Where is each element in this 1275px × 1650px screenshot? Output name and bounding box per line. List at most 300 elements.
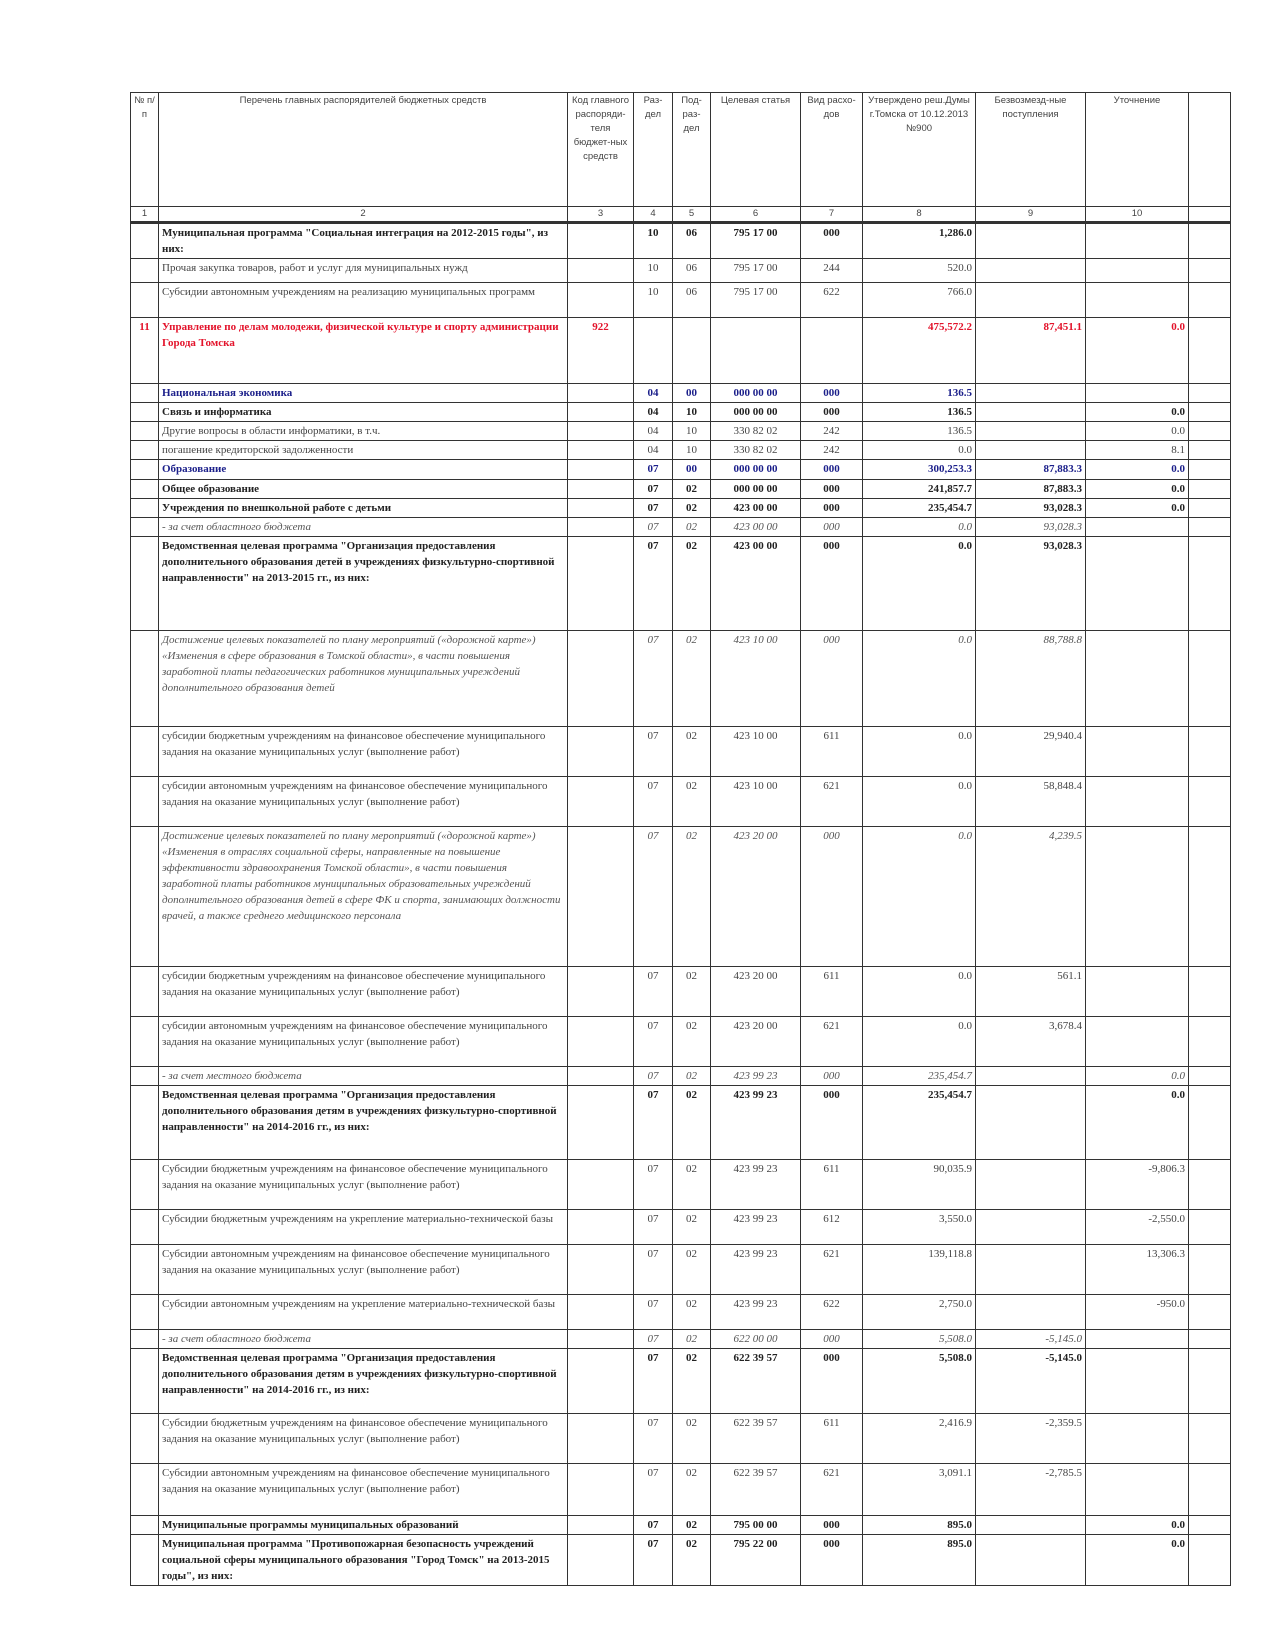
table-cell: 423 99 23 [711, 1210, 801, 1245]
table-cell: 000 [801, 518, 863, 537]
table-cell: 423 00 00 [711, 499, 801, 518]
table-cell [976, 384, 1086, 403]
row-name-cell: Учреждения по внешкольной работе с детьми [159, 499, 568, 518]
table-cell: 02 [673, 631, 711, 727]
table-cell: 0.0 [863, 827, 976, 967]
column-number: 9 [976, 207, 1086, 223]
row-name-cell: погашение кредиторской задолженности [159, 441, 568, 460]
table-cell: 000 [801, 1535, 863, 1586]
table-cell [1086, 1017, 1189, 1067]
table-cell [1086, 1330, 1189, 1349]
table-cell [568, 1535, 634, 1586]
table-cell [568, 1017, 634, 1067]
table-cell: 87,883.3 [976, 460, 1086, 480]
table-row [131, 259, 1231, 283]
table-cell: 241,857.7 [863, 480, 976, 499]
table-cell: 766.0 [863, 283, 976, 318]
table-cell [568, 283, 634, 318]
table-cell [1189, 1245, 1231, 1295]
table-cell [131, 1067, 159, 1086]
table-cell: 07 [634, 827, 673, 967]
table-cell [1189, 827, 1231, 967]
table-cell: 136.5 [863, 384, 976, 403]
row-name-cell: субсидии автономным учреждениям на финансовое обеспечение муниципального задания на оказание муниципальных услуг (выполнение работ) [159, 777, 568, 827]
table-cell [568, 1067, 634, 1086]
table-cell [1189, 460, 1231, 480]
table-row [131, 384, 1231, 403]
table-cell: 07 [634, 1245, 673, 1295]
table-cell: 07 [634, 460, 673, 480]
table-cell [131, 631, 159, 727]
table-cell [568, 1464, 634, 1516]
table-cell [131, 1210, 159, 1245]
column-number: 5 [673, 207, 711, 223]
table-cell [1189, 1464, 1231, 1516]
table-cell: 06 [673, 259, 711, 283]
table-cell: 06 [673, 283, 711, 318]
table-row [131, 480, 1231, 499]
table-cell [568, 518, 634, 537]
table-cell [1189, 1349, 1231, 1414]
table-cell: 02 [673, 537, 711, 631]
table-cell: 795 17 00 [711, 259, 801, 283]
table-cell: 0.0 [863, 967, 976, 1017]
table-cell: 13,306.3 [1086, 1245, 1189, 1295]
row-name-cell: Субсидии автономным учреждениям на финансовое обеспечение муниципального задания на оказание муниципальных услуг (выполнение работ) [159, 1245, 568, 1295]
table-cell: 0.0 [1086, 422, 1189, 441]
table-cell: 000 [801, 480, 863, 499]
table-cell: 10 [673, 441, 711, 460]
table-cell [568, 1330, 634, 1349]
table-cell: 07 [634, 518, 673, 537]
table-cell: 07 [634, 1160, 673, 1210]
table-cell [568, 1086, 634, 1160]
row-name-cell: Другие вопросы в области информатики, в т.ч. [159, 422, 568, 441]
table-cell: 88,788.8 [976, 631, 1086, 727]
table-cell: 1,286.0 [863, 223, 976, 259]
row-name-cell: Ведомственная целевая программа "Организация предоставления дополнительного образования детям в учреждениях физкультурно-спортивной направленности" на 2014-2016 гг., из них: [159, 1086, 568, 1160]
table-cell: 611 [801, 727, 863, 777]
row-name-cell: Достижение целевых показателей по плану мероприятий («дорожной карте») «Изменения в отраслях социальной сферы, направленные на повышение эффективности здравоохранения Томской области», в части повышения заработной платы работников муниципальных образовательных учреждений дополнительного образования детей в сфере ФК и спорта, занимающих должности врачей, а также среднего медицинского персонала [159, 827, 568, 967]
table-row [131, 318, 1231, 384]
table-cell: 07 [634, 1295, 673, 1330]
table-cell: 611 [801, 1414, 863, 1464]
row-name-cell: Субсидии автономным учреждениям на укрепление материально-технической базы [159, 1295, 568, 1330]
column-number [1189, 207, 1231, 223]
table-cell: 87,883.3 [976, 480, 1086, 499]
table-cell: 000 [801, 1330, 863, 1349]
table-cell: 139,118.8 [863, 1245, 976, 1295]
table-cell: 423 10 00 [711, 727, 801, 777]
row-name-cell: Субсидии бюджетным учреждениям на укрепление материально-технической базы [159, 1210, 568, 1245]
row-name-cell: субсидии бюджетным учреждениям на финансовое обеспечение муниципального задания на оказание муниципальных услуг (выполнение работ) [159, 727, 568, 777]
table-cell [976, 283, 1086, 318]
column-header: Раз-дел [634, 93, 673, 207]
table-cell [568, 1295, 634, 1330]
table-cell [1086, 537, 1189, 631]
table-cell [1189, 1330, 1231, 1349]
table-cell [131, 1516, 159, 1535]
row-name-cell: Субсидии автономным учреждениям на реализацию муниципальных программ [159, 283, 568, 318]
table-cell [801, 318, 863, 384]
table-cell: 5,508.0 [863, 1349, 976, 1414]
table-cell [568, 827, 634, 967]
row-name-cell: Образование [159, 460, 568, 480]
table-cell: 4,239.5 [976, 827, 1086, 967]
table-cell: 612 [801, 1210, 863, 1245]
table-cell: 235,454.7 [863, 499, 976, 518]
table-cell [1086, 1464, 1189, 1516]
table-cell: 922 [568, 318, 634, 384]
table-cell: 07 [634, 1330, 673, 1349]
table-cell: 07 [634, 1349, 673, 1414]
table-cell [976, 259, 1086, 283]
table-row [131, 1414, 1231, 1464]
row-name-cell: Ведомственная целевая программа "Организация предоставления дополнительного образования детям в учреждениях физкультурно-спортивной направленности" на 2014-2016 гг., из них: [159, 1349, 568, 1414]
table-cell [568, 384, 634, 403]
table-cell: 795 22 00 [711, 1535, 801, 1586]
table-cell: 242 [801, 422, 863, 441]
row-name-cell: Достижение целевых показателей по плану мероприятий («дорожной карте») «Изменения в сфере образования в Томской области», в части повышения заработной платы педагогических работников муниципальных учреждений дополнительного образования детей [159, 631, 568, 727]
table-cell: 07 [634, 1017, 673, 1067]
table-cell: 000 [801, 403, 863, 422]
column-header: Вид расхо-дов [801, 93, 863, 207]
table-cell [131, 1414, 159, 1464]
table-cell [976, 1067, 1086, 1086]
table-cell: 622 [801, 1295, 863, 1330]
table-row [131, 1464, 1231, 1516]
table-cell: 423 20 00 [711, 827, 801, 967]
table-cell [976, 1086, 1086, 1160]
table-cell [568, 777, 634, 827]
column-header: № п/п [131, 93, 159, 207]
table-cell: 07 [634, 631, 673, 727]
column-number: 2 [159, 207, 568, 223]
column-header: Код главного распоряди-теля бюджет-ных средств [568, 93, 634, 207]
table-cell: 795 17 00 [711, 283, 801, 318]
table-cell [976, 1295, 1086, 1330]
table-cell [1189, 384, 1231, 403]
table-row [131, 1245, 1231, 1295]
table-cell: 0.0 [1086, 460, 1189, 480]
table-cell [568, 499, 634, 518]
table-cell: -950.0 [1086, 1295, 1189, 1330]
row-name-cell: субсидии бюджетным учреждениям на финансовое обеспечение муниципального задания на оказание муниципальных услуг (выполнение работ) [159, 967, 568, 1017]
table-cell: 000 [801, 499, 863, 518]
table-cell: 07 [634, 1086, 673, 1160]
table-cell: 10 [634, 223, 673, 259]
table-row [131, 1086, 1231, 1160]
row-name-cell: - за счет местного бюджета [159, 1067, 568, 1086]
table-row [131, 1349, 1231, 1414]
table-cell: 0.0 [1086, 1535, 1189, 1586]
table-cell [131, 1245, 159, 1295]
table-cell: 0.0 [1086, 1067, 1189, 1086]
table-cell [1086, 967, 1189, 1017]
table-cell [1189, 1067, 1231, 1086]
table-cell: 136.5 [863, 422, 976, 441]
table-cell: 0.0 [1086, 403, 1189, 422]
table-cell: 5,508.0 [863, 1330, 976, 1349]
table-cell: 000 [801, 1086, 863, 1160]
table-row [131, 1330, 1231, 1349]
table-cell [1189, 1160, 1231, 1210]
table-cell: 0.0 [1086, 1086, 1189, 1160]
table-cell [1189, 259, 1231, 283]
table-cell [568, 1160, 634, 1210]
table-cell [131, 283, 159, 318]
table-cell: 02 [673, 1330, 711, 1349]
table-cell [568, 1349, 634, 1414]
table-cell: 611 [801, 967, 863, 1017]
table-cell [976, 441, 1086, 460]
table-cell [131, 499, 159, 518]
table-cell: 621 [801, 1017, 863, 1067]
table-cell: 04 [634, 441, 673, 460]
table-cell: 423 99 23 [711, 1245, 801, 1295]
table-cell [131, 460, 159, 480]
table-cell [1189, 480, 1231, 499]
table-cell [1189, 441, 1231, 460]
table-cell [131, 259, 159, 283]
table-cell: 02 [673, 518, 711, 537]
table-cell: 423 99 23 [711, 1160, 801, 1210]
table-cell: 02 [673, 499, 711, 518]
row-name-cell: Ведомственная целевая программа "Организация предоставления дополнительного образования детей в учреждениях физкультурно-спортивной направленности" на 2013-2015 гг., из них: [159, 537, 568, 631]
table-cell: -2,359.5 [976, 1414, 1086, 1464]
table-cell [131, 727, 159, 777]
table-cell: 242 [801, 441, 863, 460]
table-cell: 000 [801, 223, 863, 259]
table-row [131, 967, 1231, 1017]
table-cell: 0.0 [1086, 318, 1189, 384]
column-number: 6 [711, 207, 801, 223]
table-cell: 3,091.1 [863, 1464, 976, 1516]
table-cell [1189, 1516, 1231, 1535]
table-cell [568, 537, 634, 631]
column-header: Уточнение [1086, 93, 1189, 207]
table-cell: 000 [801, 384, 863, 403]
table-cell: 330 82 02 [711, 422, 801, 441]
row-name-cell: Связь и информатика [159, 403, 568, 422]
table-cell: 000 00 00 [711, 460, 801, 480]
table-cell: 93,028.3 [976, 499, 1086, 518]
table-row [131, 1017, 1231, 1067]
table-row [131, 441, 1231, 460]
table-row [131, 1535, 1231, 1586]
table-cell: 0.0 [1086, 499, 1189, 518]
table-cell [131, 1330, 159, 1349]
table-cell: 2,416.9 [863, 1414, 976, 1464]
table-cell: 0.0 [863, 441, 976, 460]
table-cell: 561.1 [976, 967, 1086, 1017]
column-header: Безвозмезд-ные поступления [976, 93, 1086, 207]
table-row [131, 1067, 1231, 1086]
table-cell: 0.0 [1086, 1516, 1189, 1535]
table-cell [131, 403, 159, 422]
table-cell [568, 1210, 634, 1245]
table-cell [976, 223, 1086, 259]
table-cell [976, 422, 1086, 441]
table-cell [1189, 518, 1231, 537]
table-cell: 2,750.0 [863, 1295, 976, 1330]
table-cell [976, 1210, 1086, 1245]
row-name-cell: Субсидии бюджетным учреждениям на финансовое обеспечение муниципального задания на оказание муниципальных услуг (выполнение работ) [159, 1414, 568, 1464]
table-cell [131, 1160, 159, 1210]
table-cell [131, 384, 159, 403]
table-cell: 423 99 23 [711, 1295, 801, 1330]
table-cell [131, 1017, 159, 1067]
table-cell [1086, 727, 1189, 777]
table-cell: 621 [801, 777, 863, 827]
column-number: 10 [1086, 207, 1189, 223]
table-cell [131, 777, 159, 827]
table-cell [131, 480, 159, 499]
table-cell [1086, 384, 1189, 403]
table-cell: 11 [131, 318, 159, 384]
row-name-cell: Общее образование [159, 480, 568, 499]
table-cell: 795 00 00 [711, 1516, 801, 1535]
table-row [131, 283, 1231, 318]
table-cell: 00 [673, 460, 711, 480]
table-cell: 423 20 00 [711, 967, 801, 1017]
table-cell [1189, 318, 1231, 384]
table-cell [131, 1295, 159, 1330]
table-cell: 02 [673, 1535, 711, 1586]
table-row [131, 631, 1231, 727]
table-cell: -2,785.5 [976, 1464, 1086, 1516]
table-cell [131, 441, 159, 460]
table-cell: 02 [673, 480, 711, 499]
table-cell [1189, 727, 1231, 777]
table-cell [1189, 1414, 1231, 1464]
table-cell: 02 [673, 1160, 711, 1210]
table-cell: 07 [634, 1067, 673, 1086]
table-cell [568, 422, 634, 441]
table-cell [568, 403, 634, 422]
table-cell: 000 [801, 1349, 863, 1414]
table-cell [1086, 1414, 1189, 1464]
table-cell [1189, 422, 1231, 441]
table-cell [1189, 1535, 1231, 1586]
table-cell: 07 [634, 480, 673, 499]
table-cell: 04 [634, 422, 673, 441]
row-name-cell: - за счет областного бюджета [159, 518, 568, 537]
table-cell [1086, 631, 1189, 727]
row-name-cell: Муниципальная программа "Противопожарная безопасность учреждений социальной сферы муниципального образования "Город Томск" на 2013-2015 годы", из них: [159, 1535, 568, 1586]
table-cell [1086, 1349, 1189, 1414]
table-cell: 000 00 00 [711, 384, 801, 403]
table-cell: 000 00 00 [711, 480, 801, 499]
table-cell [1189, 1017, 1231, 1067]
table-cell: 423 10 00 [711, 777, 801, 827]
column-number: 7 [801, 207, 863, 223]
table-cell: 0.0 [863, 777, 976, 827]
table-cell [1189, 223, 1231, 259]
table-cell: 04 [634, 384, 673, 403]
table-row [131, 518, 1231, 537]
table-cell [131, 1464, 159, 1516]
table-cell: 423 10 00 [711, 631, 801, 727]
table-cell: 000 [801, 460, 863, 480]
row-name-cell: Муниципальные программы муниципальных образований [159, 1516, 568, 1535]
table-cell [1189, 777, 1231, 827]
table-cell: 02 [673, 1245, 711, 1295]
table-cell: 520.0 [863, 259, 976, 283]
table-cell: 07 [634, 499, 673, 518]
column-number: 3 [568, 207, 634, 223]
table-cell: 475,572.2 [863, 318, 976, 384]
table-cell: 93,028.3 [976, 518, 1086, 537]
table-cell [1086, 827, 1189, 967]
table-cell: 00 [673, 384, 711, 403]
table-cell [1189, 499, 1231, 518]
table-cell: 622 39 57 [711, 1349, 801, 1414]
table-cell: 02 [673, 1017, 711, 1067]
table-row [131, 827, 1231, 967]
table-cell [1189, 1086, 1231, 1160]
table-cell: 07 [634, 1516, 673, 1535]
table-cell: 895.0 [863, 1535, 976, 1586]
table-cell [1086, 518, 1189, 537]
table-cell [568, 223, 634, 259]
table-cell [131, 1535, 159, 1586]
table-cell: -9,806.3 [1086, 1160, 1189, 1210]
table-row [131, 1295, 1231, 1330]
table-cell: 622 39 57 [711, 1414, 801, 1464]
table-cell: 000 [801, 827, 863, 967]
column-header [1189, 93, 1231, 207]
table-cell [568, 631, 634, 727]
table-row [131, 499, 1231, 518]
table-cell [673, 318, 711, 384]
table-cell: 0.0 [1086, 480, 1189, 499]
table-cell [131, 1086, 159, 1160]
table-cell [1086, 223, 1189, 259]
row-name-cell: Муниципальная программа "Социальная интеграция на 2012-2015 годы", из них: [159, 223, 568, 259]
table-cell: 07 [634, 537, 673, 631]
budget-table [130, 92, 1231, 1586]
table-cell: 136.5 [863, 403, 976, 422]
table-cell: 07 [634, 1535, 673, 1586]
table-cell [1189, 967, 1231, 1017]
table-cell: 0.0 [863, 727, 976, 777]
column-number: 8 [863, 207, 976, 223]
table-cell [976, 1535, 1086, 1586]
table-cell: 423 00 00 [711, 518, 801, 537]
table-cell: 622 39 57 [711, 1464, 801, 1516]
table-cell [131, 827, 159, 967]
table-cell: 02 [673, 827, 711, 967]
table-cell [976, 1516, 1086, 1535]
table-cell: -5,145.0 [976, 1330, 1086, 1349]
table-cell: 622 00 00 [711, 1330, 801, 1349]
table-cell: 02 [673, 1295, 711, 1330]
table-cell: 3,550.0 [863, 1210, 976, 1245]
table-cell [568, 1516, 634, 1535]
table-row [131, 727, 1231, 777]
table-cell: 02 [673, 777, 711, 827]
table-cell [568, 967, 634, 1017]
table-cell [1189, 1295, 1231, 1330]
table-cell [976, 1160, 1086, 1210]
table-cell: 423 99 23 [711, 1086, 801, 1160]
table-cell [1086, 283, 1189, 318]
table-cell: 423 20 00 [711, 1017, 801, 1067]
table-cell: 10 [673, 422, 711, 441]
table-cell: 06 [673, 223, 711, 259]
table-cell: 235,454.7 [863, 1086, 976, 1160]
